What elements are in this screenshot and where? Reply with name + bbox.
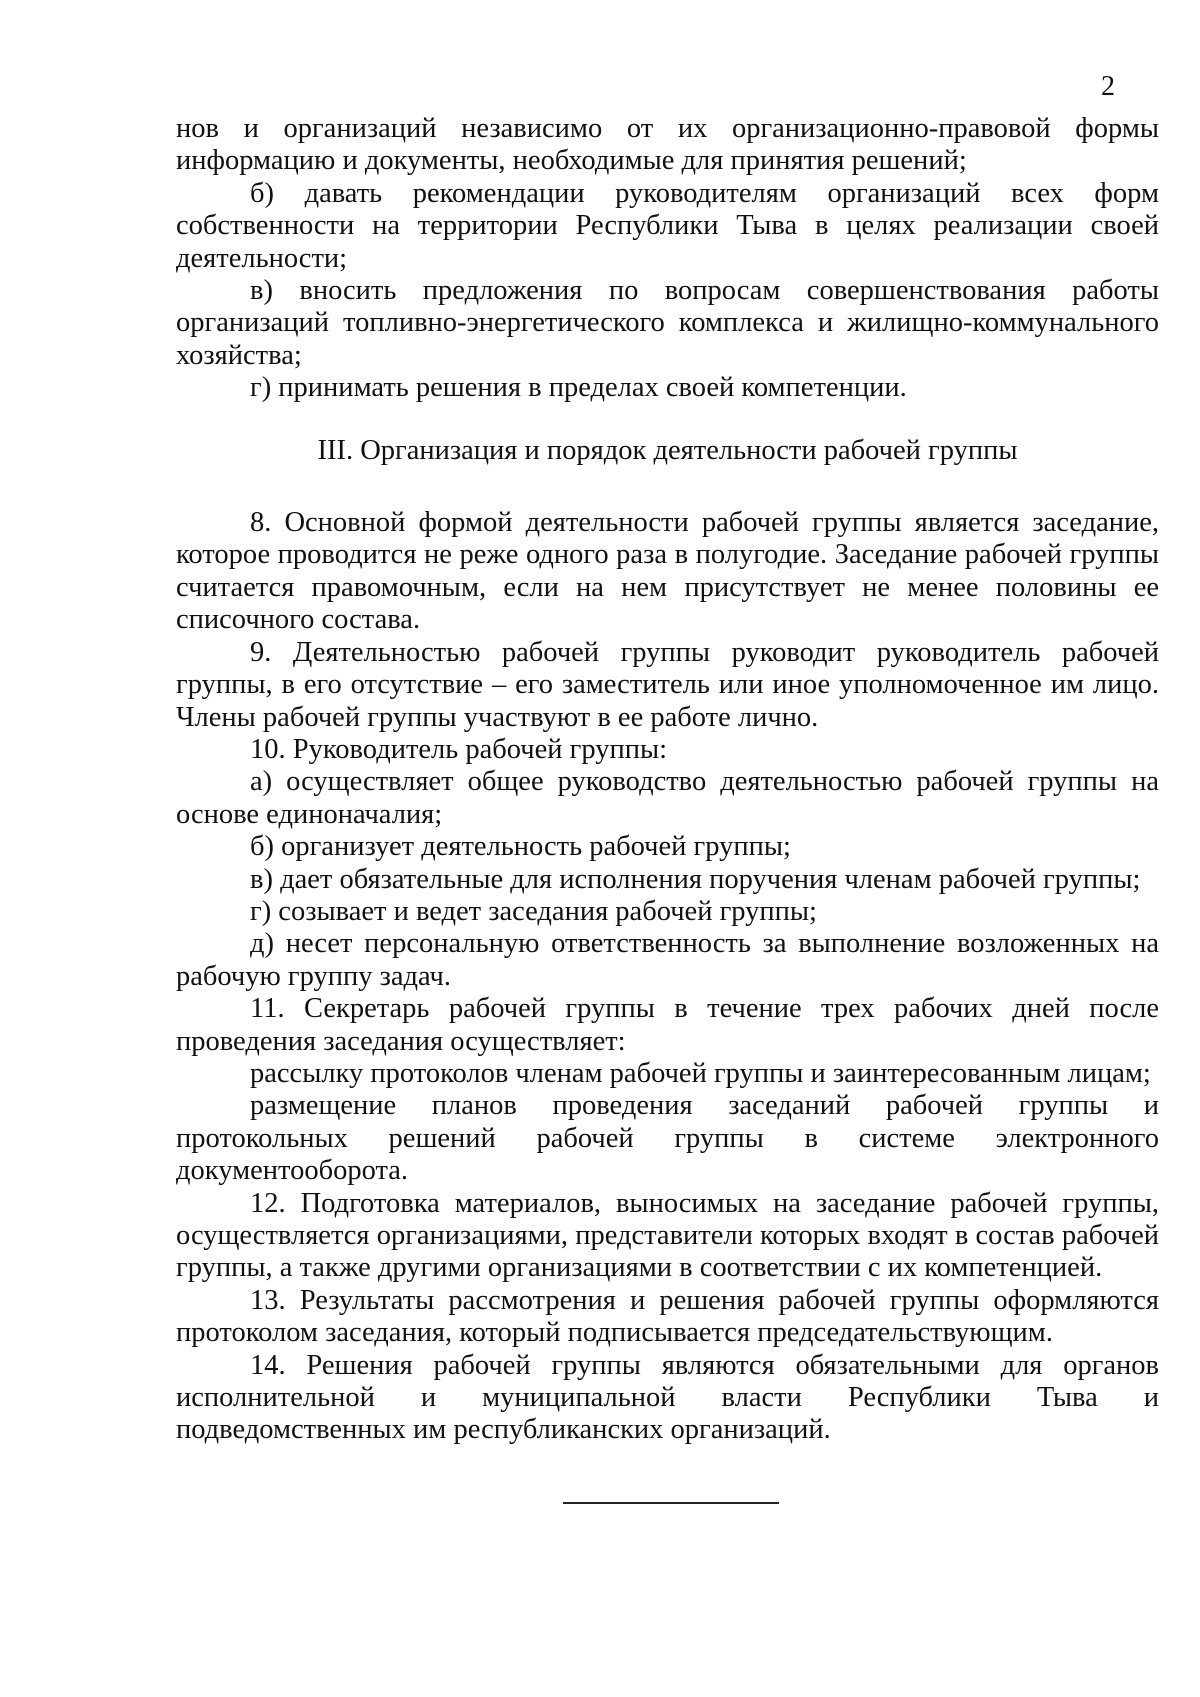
- paragraph-12: 12. Подготовка материалов, выносимых на заседание рабочей группы, осуществляется организациями, представители которых входят в состав рабочей группы, а также другими организациями в соответствии с их компетенцией.: [176, 1187, 1159, 1284]
- paragraph-10-d: д) несет персональную ответственность за выполнение возложенных на рабочую группу задач.: [176, 928, 1159, 992]
- paragraph-11-item-2: размещение планов проведения заседаний рабочей группы и протокольных решений рабочей группы в системе электронного документооборота.: [176, 1090, 1159, 1187]
- paragraph-10-b: б) организует деятельность рабочей группы;: [250, 831, 791, 863]
- paragraph-10-a: а) осуществляет общее руководство деятельностью рабочей группы на основе единоначалия;: [176, 766, 1159, 830]
- paragraph-14: 14. Решения рабочей группы являются обязательными для органов исполнительной и муниципальной власти Республики Тыва и подведомственных им республиканских организаций.: [176, 1349, 1159, 1446]
- paragraph-item-v: в) вносить предложения по вопросам совершенствования работы организаций топливно-энергетического комплекса и жилищно-коммунального хозяйства;: [176, 275, 1159, 371]
- page-number: 2: [1101, 71, 1115, 102]
- paragraph-8: 8. Основной формой деятельности рабочей группы является заседание, которое проводится не реже одного раза в полугодие. Заседание рабочей группы считается правомочным, если на нем присутствует не менее половины ее списочного состава.: [176, 507, 1159, 636]
- paragraph-13: 13. Результаты рассмотрения и решения рабочей группы оформляются протоколом заседания, который подписывается председательствующим.: [176, 1284, 1159, 1349]
- paragraph-9: 9. Деятельностью рабочей группы руководит руководитель рабочей группы, в его отсутствие – его заместитель или иное уполномоченное им лицо. Члены рабочей группы участвуют в ее работе лично.: [176, 636, 1159, 733]
- document-body: [176, 113, 1159, 1447]
- section-heading: III. Организация и порядок деятельности рабочей группы: [317, 434, 1018, 466]
- paragraph-continuation: нов и организаций независимо от их организационно-правовой формы информацию и документы, необходимые для принятия решений;: [176, 113, 1159, 177]
- paragraph-item-b: б) давать рекомендации руководителям организаций всех форм собственности на территории Республики Тыва в целях реализации своей деятельности;: [176, 177, 1159, 274]
- paragraph-item-g: г) принимать решения в пределах своей компетенции.: [250, 372, 907, 404]
- paragraph-10-g: г) созывает и ведет заседания рабочей группы;: [250, 895, 817, 927]
- paragraph-10: 10. Руководитель рабочей группы:: [250, 733, 668, 765]
- paragraph-11: 11. Секретарь рабочей группы в течение трех рабочих дней после проведения заседания осуществляет:: [176, 993, 1159, 1057]
- paragraph-10-v: в) дает обязательные для исполнения поручения членам рабочей группы;: [250, 863, 1141, 895]
- closing-rule: [563, 1502, 779, 1504]
- paragraph-11-item-1: рассылку протоколов членам рабочей группы и заинтересованным лицам;: [250, 1057, 1151, 1089]
